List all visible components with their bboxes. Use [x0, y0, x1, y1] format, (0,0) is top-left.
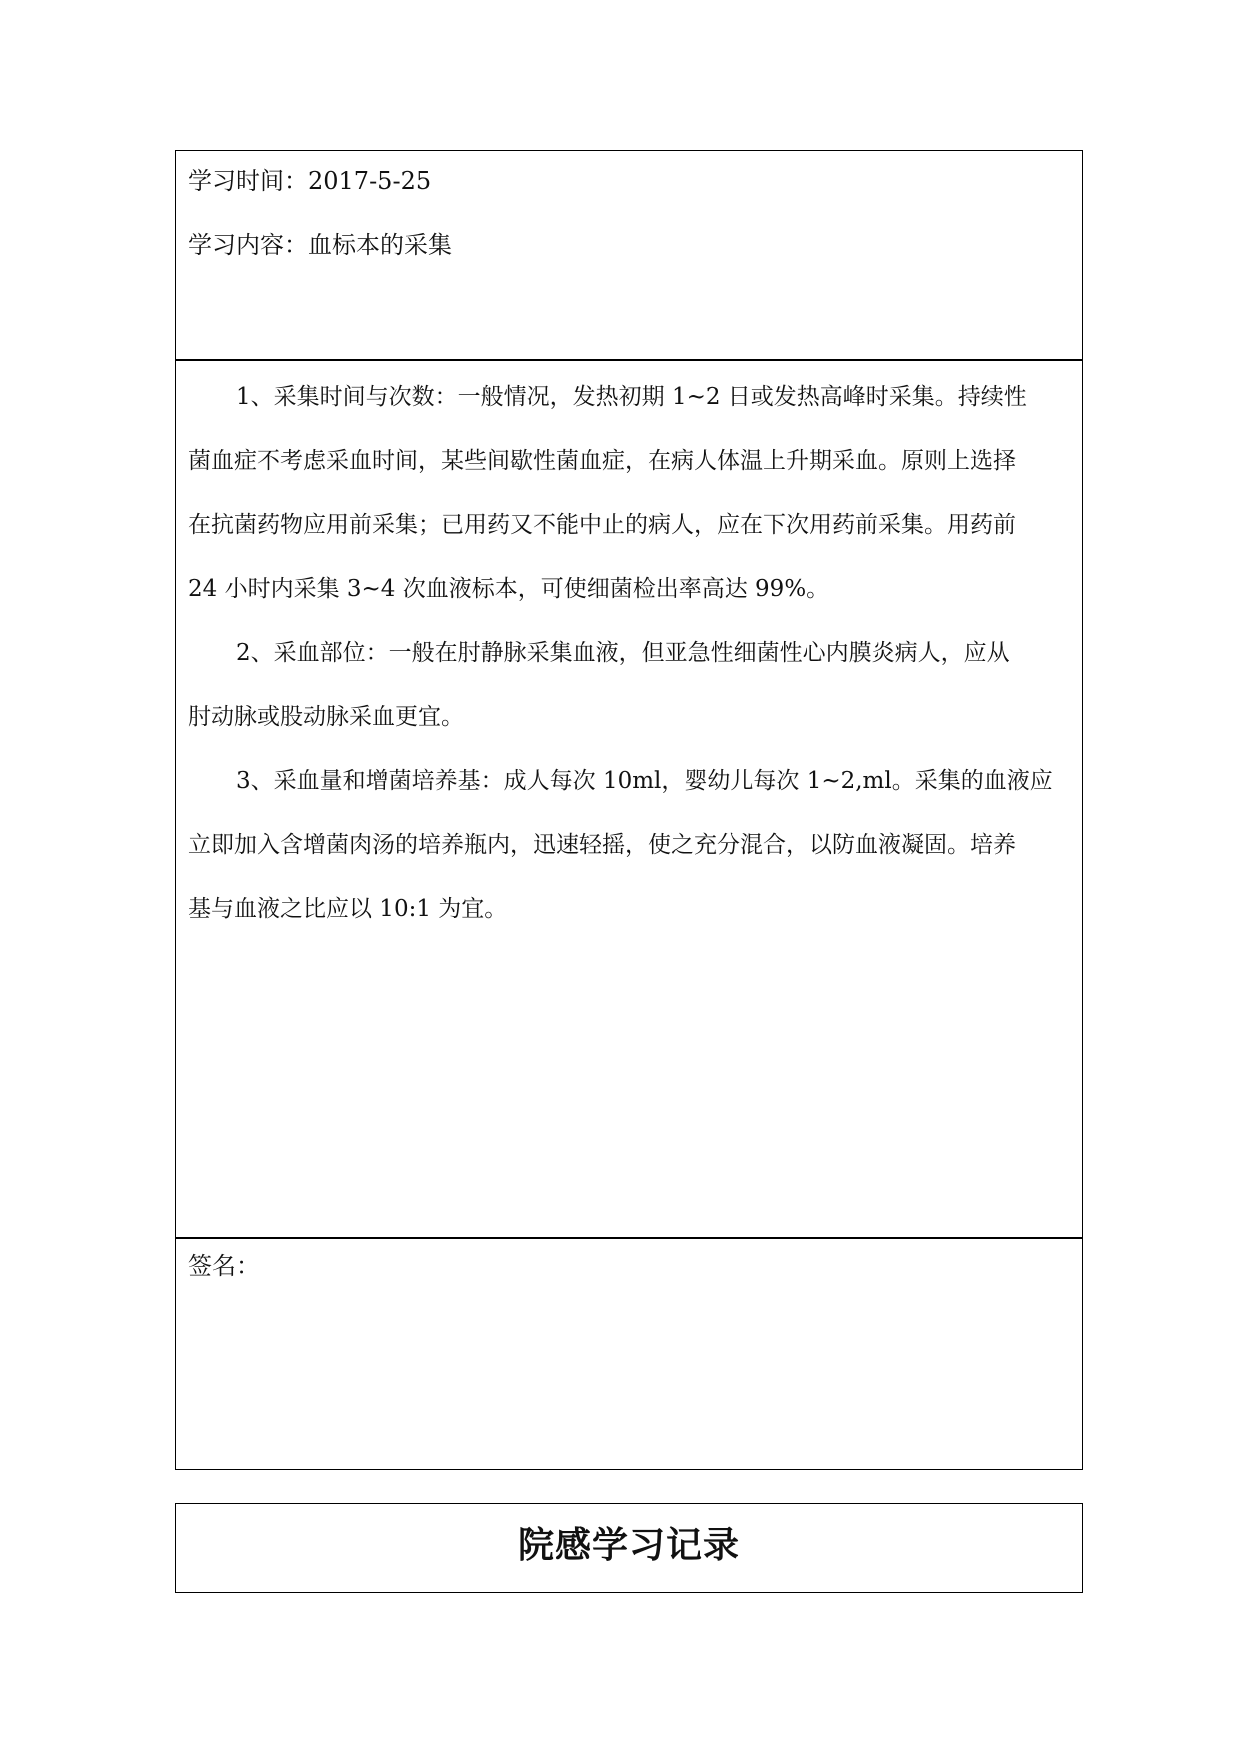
paragraph-collection-site	[188, 621, 1072, 749]
record-title: 院感学习记录	[517, 1525, 740, 1566]
paragraph-line: 在抗菌药物应用前采集；已用药又不能中止的病人，应在下次用药前采集。用药前	[188, 512, 1016, 538]
paragraph-line: 肘动脉或股动脉采血更宜。	[188, 704, 464, 730]
paragraph-collection-time	[188, 365, 1072, 621]
signature-box	[175, 1237, 1083, 1470]
paragraph-line: 1、采集时间与次数：一般情况，发热初期 1~2 日或发热高峰时采集。持续性	[236, 384, 1027, 410]
paragraph-line: 3、采血量和增菌培养基：成人每次 10ml，婴幼儿每次 1~2,ml。采集的血液应	[236, 768, 1053, 794]
paragraph-line: 菌血症不考虑采血时间，某些间歇性菌血症，在病人体温上升期采血。原则上选择	[188, 448, 1016, 474]
study-info-box	[175, 150, 1083, 361]
signature-label: 签名：	[188, 1252, 260, 1280]
paragraph-line: 24 小时内采集 3~4 次血液标本，可使细菌检出率高达 99%。	[188, 576, 830, 602]
paragraph-volume-medium	[188, 749, 1072, 941]
record-title-box	[175, 1503, 1083, 1593]
paragraph-line: 立即加入含增菌肉汤的培养瓶内，迅速轻摇，使之充分混合，以防血液凝固。培养	[188, 832, 1016, 858]
study-time: 学习时间：2017-5-25	[188, 167, 432, 195]
study-content: 学习内容：血标本的采集	[188, 231, 452, 259]
paragraph-line: 基与血液之比应以 10:1 为宜。	[188, 896, 508, 922]
paragraph-line: 2、采血部位：一般在肘静脉采集血液，但亚急性细菌性心内膜炎病人，应从	[236, 640, 1010, 666]
study-notes-box	[175, 359, 1083, 1239]
